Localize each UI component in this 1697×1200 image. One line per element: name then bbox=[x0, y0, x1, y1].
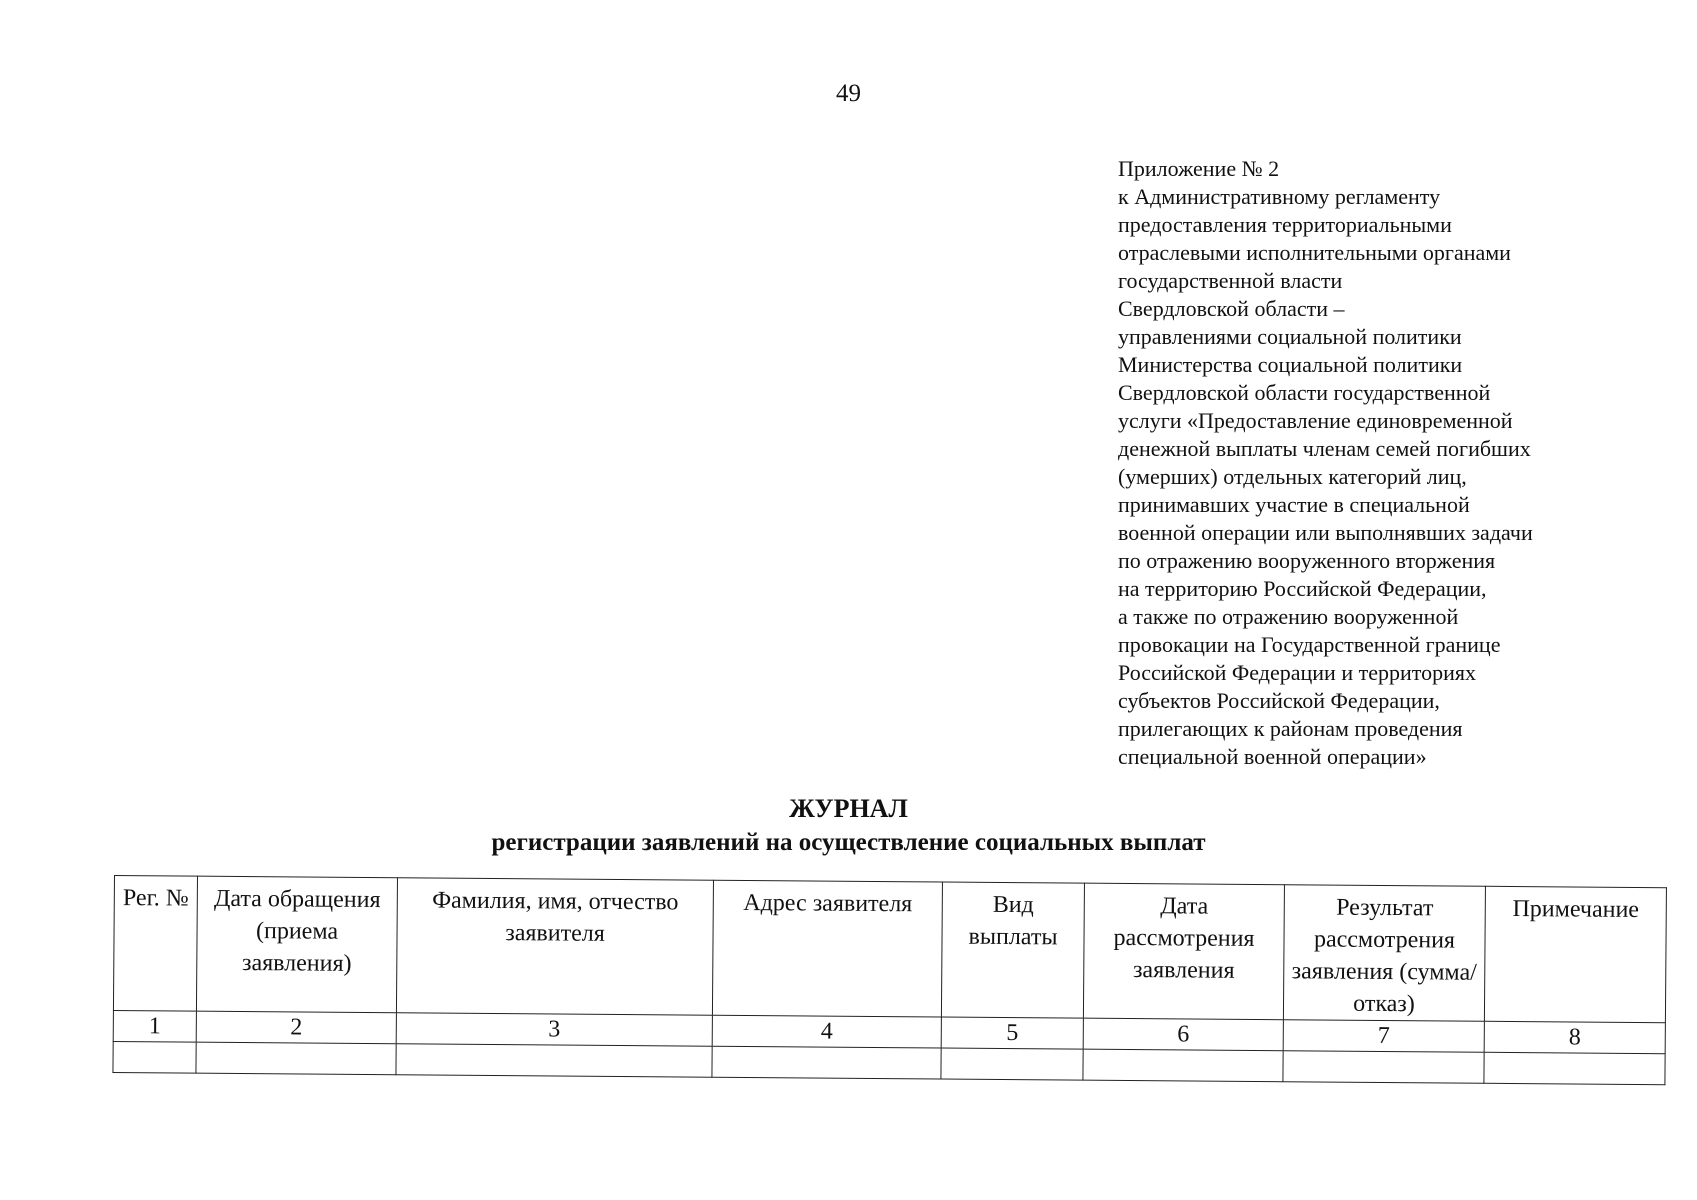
appendix-line: к Административному регламенту bbox=[1118, 184, 1441, 209]
registration-journal-table bbox=[112, 875, 1667, 1085]
appendix-line: Свердловской области – bbox=[1118, 296, 1345, 321]
header-review-date: Дата рассмотрения заявления bbox=[1083, 883, 1284, 1020]
appendix-line: субъектов Российской Федерации, bbox=[1118, 688, 1440, 713]
appendix-line: государственной власти bbox=[1118, 268, 1343, 293]
table-cell bbox=[196, 1042, 396, 1075]
appendix-line: Министерства социальной политики bbox=[1118, 352, 1463, 377]
appendix-block bbox=[1118, 155, 1598, 771]
column-number: 2 bbox=[196, 1011, 396, 1044]
appendix-line: принимавших участие в специальной bbox=[1118, 492, 1470, 517]
appendix-line: отраслевыми исполнительными органами bbox=[1118, 240, 1511, 265]
column-number: 5 bbox=[941, 1017, 1083, 1049]
column-number: 1 bbox=[113, 1010, 196, 1042]
header-application-date: Дата обращения (приема заявления) bbox=[196, 876, 397, 1013]
appendix-line: специальной военной операции» bbox=[1118, 744, 1427, 769]
table-cell bbox=[396, 1044, 712, 1077]
page-number: 49 bbox=[836, 80, 861, 107]
table-cell bbox=[712, 1046, 941, 1079]
document-subtitle: регистрации заявлений на осуществление социальных выплат bbox=[491, 829, 1206, 856]
appendix-line: услуги «Предоставление единовременной bbox=[1118, 408, 1513, 433]
header-applicant-address: Адрес заявителя bbox=[712, 880, 942, 1017]
header-reg-number: Рег. № bbox=[113, 876, 197, 1012]
table-cell bbox=[113, 1041, 196, 1073]
table-cell bbox=[1083, 1049, 1283, 1082]
appendix-line: предоставления территориальными bbox=[1118, 212, 1452, 237]
table-header-row bbox=[113, 876, 1666, 1023]
column-number: 8 bbox=[1484, 1021, 1665, 1053]
column-number: 6 bbox=[1083, 1018, 1283, 1051]
appendix-line: Приложение № 2 bbox=[1118, 156, 1280, 181]
appendix-line: а также по отражению вооруженной bbox=[1118, 604, 1459, 629]
column-number: 7 bbox=[1283, 1020, 1484, 1053]
column-number: 4 bbox=[712, 1015, 941, 1048]
table-cell bbox=[1283, 1051, 1484, 1084]
appendix-line: на территорию Российской Федерации, bbox=[1118, 576, 1487, 601]
header-applicant-name: Фамилия, имя, отчество заявителя bbox=[396, 878, 713, 1015]
table-cell bbox=[1484, 1052, 1665, 1084]
appendix-line: Российской Федерации и территориях bbox=[1118, 660, 1476, 685]
appendix-line: провокации на Государственной границе bbox=[1118, 632, 1501, 657]
appendix-line: денежной выплаты членам семей погибших bbox=[1118, 436, 1531, 461]
appendix-line: военной операции или выполнявших задачи bbox=[1118, 520, 1533, 545]
header-payment-type: Вид выплаты bbox=[941, 882, 1084, 1018]
header-review-result: Результат рассмотрения заявления (сумма/отказ) bbox=[1283, 885, 1485, 1022]
appendix-line: Свердловской области государственной bbox=[1118, 380, 1491, 405]
document-title: ЖУРНАЛ bbox=[789, 794, 908, 823]
header-note: Примечание bbox=[1484, 886, 1666, 1022]
column-number: 3 bbox=[396, 1013, 712, 1046]
appendix-line: по отражению вооруженного вторжения bbox=[1118, 548, 1496, 573]
appendix-line: (умерших) отдельных категорий лиц, bbox=[1118, 464, 1467, 489]
appendix-line: управлениями социальной политики bbox=[1118, 324, 1462, 349]
appendix-line: прилегающих к районам проведения bbox=[1118, 716, 1463, 741]
table-cell bbox=[941, 1048, 1083, 1080]
